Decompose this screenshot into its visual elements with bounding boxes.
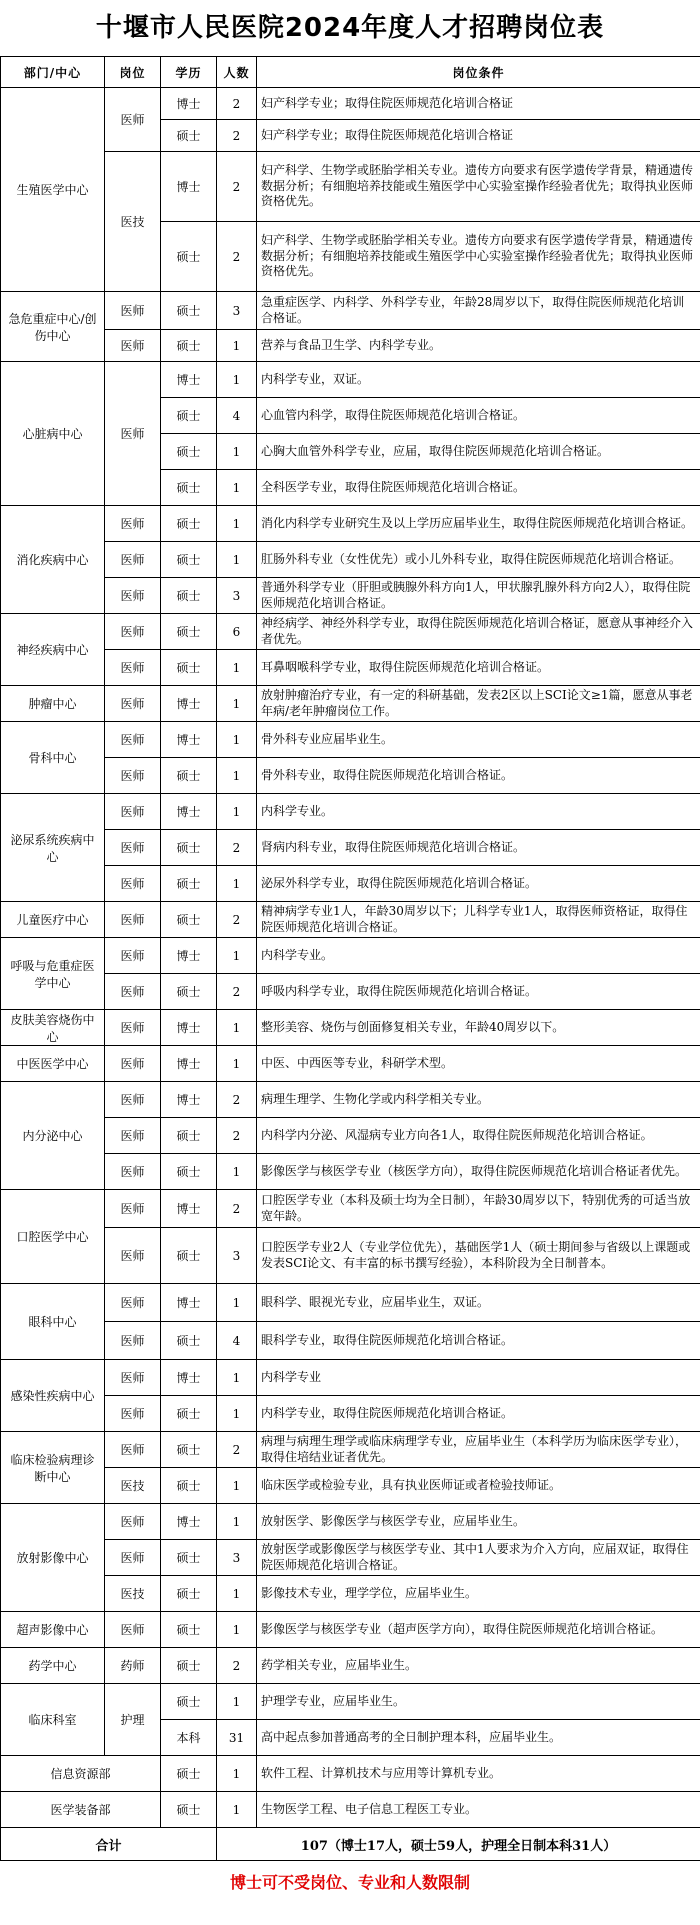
dept-cell: 皮肤美容烧伤中心: [1, 1010, 105, 1046]
education-cell: 硕士: [161, 1228, 217, 1284]
table-row: [1, 1228, 700, 1284]
conditions-cell: 护理学专业，应届毕业生。: [257, 1684, 700, 1720]
conditions-cell: 临床医学或检验专业，具有执业医师证或者检验技师证。: [257, 1468, 700, 1504]
dept-cell: 内分泌中心: [1, 1082, 105, 1190]
conditions-cell: 急重症医学、内科学、外科学专业，年龄28周岁以下，取得住院医师规范化培训合格证。: [257, 292, 700, 330]
education-cell: 博士: [161, 794, 217, 830]
count-cell: 2: [217, 902, 257, 938]
table-row: [1, 1190, 700, 1228]
table-row: [1, 650, 700, 686]
post-cell: 医师: [105, 1396, 161, 1432]
page-title: 十堰市人民医院2024年度人才招聘岗位表: [95, 13, 605, 43]
count-cell: 3: [217, 578, 257, 614]
conditions-cell: 内科学内分泌、风湿病专业方向各1人，取得住院医师规范化培训合格证。: [257, 1118, 700, 1154]
education-cell: 硕士: [161, 1792, 217, 1828]
conditions-cell: 整形美容、烧伤与创面修复相关专业，年龄40周岁以下。: [257, 1010, 700, 1046]
education-cell: 博士: [161, 152, 217, 222]
header-education: 学历: [161, 57, 217, 88]
conditions-cell: 生物医学工程、电子信息工程医工专业。: [257, 1792, 700, 1828]
education-cell: 硕士: [161, 506, 217, 542]
education-cell: 博士: [161, 1504, 217, 1540]
dept-cell: 超声影像中心: [1, 1612, 105, 1648]
post-cell: 医师: [105, 88, 161, 152]
education-cell: 博士: [161, 1360, 217, 1396]
post-cell: 医师: [105, 1082, 161, 1118]
count-cell: 1: [217, 1576, 257, 1612]
conditions-cell: 消化内科学专业研究生及以上学历应届毕业生，取得住院医师规范化培训合格证。: [257, 506, 700, 542]
education-cell: 博士: [161, 1190, 217, 1228]
table-row: [1, 1648, 700, 1684]
count-cell: 1: [217, 506, 257, 542]
dept-cell: 消化疾病中心: [1, 506, 105, 614]
conditions-cell: 妇产科学、生物学或胚胎学相关专业。遗传方向要求有医学遗传学背景，精通遗传数据分析；有细胞培养技能或生殖医学中心实验室操作经验者优先；取得执业医师资格优先。: [257, 152, 700, 222]
post-cell: 医师: [105, 1118, 161, 1154]
dept-cell: 呼吸与危重症医学中心: [1, 938, 105, 1010]
table-row: [1, 1756, 700, 1792]
conditions-cell: 眼科学专业，取得住院医师规范化培训合格证。: [257, 1322, 700, 1360]
education-cell: 硕士: [161, 1396, 217, 1432]
count-cell: 2: [217, 88, 257, 120]
conditions-cell: 耳鼻咽喉科学专业，取得住院医师规范化培训合格证。: [257, 650, 700, 686]
dept-cell: 眼科中心: [1, 1284, 105, 1360]
conditions-cell: 妇产科学、生物学或胚胎学相关专业。遗传方向要求有医学遗传学背景，精通遗传数据分析；有细胞培养技能或生殖医学中心实验室操作经验者优先；取得执业医师资格优先。: [257, 222, 700, 292]
education-cell: 硕士: [161, 1612, 217, 1648]
table-row: [1, 1118, 700, 1154]
count-cell: 31: [217, 1720, 257, 1756]
count-cell: 1: [217, 650, 257, 686]
conditions-cell: 病理与病理生理学或临床病理学专业，应届毕业生（本科学历为临床医学专业），取得住培结业证者优先。: [257, 1432, 700, 1468]
conditions-cell: 内科学专业，取得住院医师规范化培训合格证。: [257, 1396, 700, 1432]
conditions-cell: 内科学专业: [257, 1360, 700, 1396]
header-post: 岗位: [105, 57, 161, 88]
post-cell: 医师: [105, 1046, 161, 1082]
post-cell: 医师: [105, 542, 161, 578]
post-cell: 药师: [105, 1648, 161, 1684]
table-row: [1, 614, 700, 650]
count-cell: 1: [217, 1284, 257, 1322]
education-cell: 硕士: [161, 830, 217, 866]
dept-cell: 医学装备部: [1, 1792, 161, 1828]
table-row: [1, 292, 700, 330]
conditions-cell: 眼科学、眼视光专业，应届毕业生，双证。: [257, 1284, 700, 1322]
education-cell: 博士: [161, 686, 217, 722]
conditions-cell: 泌尿外科学专业，取得住院医师规范化培训合格证。: [257, 866, 700, 902]
count-cell: 4: [217, 398, 257, 434]
conditions-cell: 放射肿瘤治疗专业，有一定的科研基础，发表2区以上SCI论文≥1篇，愿意从事老年病/老年肿瘤岗位工作。: [257, 686, 700, 722]
table-row: [1, 1792, 700, 1828]
count-cell: 2: [217, 152, 257, 222]
education-cell: 硕士: [161, 470, 217, 506]
total-row: [1, 1828, 700, 1861]
table-row: [1, 330, 700, 362]
post-cell: 医师: [105, 1432, 161, 1468]
education-cell: 硕士: [161, 330, 217, 362]
note-text: 博士可不受岗位、专业和人数限制: [229, 1873, 470, 1892]
conditions-cell: 口腔医学专业（本科及硕士均为全日制），年龄30周岁以下，特别优秀的可适当放宽年龄。: [257, 1190, 700, 1228]
education-cell: 硕士: [161, 1648, 217, 1684]
conditions-cell: 放射医学或影像医学与核医学专业、其中1人要求为介入方向，应届双证，取得住院医师规范化培训合格证。: [257, 1540, 700, 1576]
post-cell: 医师: [105, 1190, 161, 1228]
table-row: [1, 722, 700, 758]
education-cell: 硕士: [161, 542, 217, 578]
conditions-cell: 骨外科专业应届毕业生。: [257, 722, 700, 758]
count-cell: 1: [217, 1684, 257, 1720]
dept-cell: 心脏病中心: [1, 362, 105, 506]
conditions-cell: 药学相关专业，应届毕业生。: [257, 1648, 700, 1684]
count-cell: 1: [217, 542, 257, 578]
table-row: [1, 866, 700, 902]
table-row: [1, 1010, 700, 1046]
table-row: [1, 758, 700, 794]
education-cell: 硕士: [161, 902, 217, 938]
education-cell: 硕士: [161, 758, 217, 794]
table-row: [1, 1432, 700, 1468]
conditions-cell: 肛肠外科专业（女性优先）或小儿外科专业，取得住院医师规范化培训合格证。: [257, 542, 700, 578]
table-row: [1, 1684, 700, 1720]
total-label: 合计: [1, 1828, 217, 1861]
conditions-cell: 影像医学与核医学专业（核医学方向），取得住院医师规范化培训合格证者优先。: [257, 1154, 700, 1190]
post-cell: 医师: [105, 974, 161, 1010]
table-row: [1, 1468, 700, 1504]
post-cell: 医师: [105, 650, 161, 686]
post-cell: 医师: [105, 722, 161, 758]
table-row: [1, 1322, 700, 1360]
dept-cell: 临床检验病理诊断中心: [1, 1432, 105, 1504]
conditions-cell: 内科学专业。: [257, 938, 700, 974]
table-row: [1, 1154, 700, 1190]
post-cell: 医师: [105, 1504, 161, 1540]
table-header-row: [1, 57, 700, 88]
count-cell: 1: [217, 1612, 257, 1648]
conditions-cell: 放射医学、影像医学与核医学专业，应届毕业生。: [257, 1504, 700, 1540]
count-cell: 2: [217, 830, 257, 866]
count-cell: 1: [217, 362, 257, 398]
count-cell: 1: [217, 1504, 257, 1540]
table-row: [1, 1360, 700, 1396]
education-cell: 硕士: [161, 614, 217, 650]
table-row: [1, 1540, 700, 1576]
dept-cell: 信息资源部: [1, 1756, 161, 1792]
table-row: [1, 938, 700, 974]
table-row: [1, 88, 700, 120]
education-cell: 硕士: [161, 1576, 217, 1612]
education-cell: 博士: [161, 722, 217, 758]
post-cell: 医师: [105, 902, 161, 938]
header-dept: 部门/中心: [1, 57, 105, 88]
conditions-cell: 中医、中西医等专业，科研学术型。: [257, 1046, 700, 1082]
dept-cell: 中医医学中心: [1, 1046, 105, 1082]
count-cell: 1: [217, 722, 257, 758]
conditions-cell: 影像技术专业，理学学位，应届毕业生。: [257, 1576, 700, 1612]
table-row: [1, 1612, 700, 1648]
education-cell: 硕士: [161, 434, 217, 470]
table-row: [1, 1284, 700, 1322]
table-row: [1, 1396, 700, 1432]
post-cell: 医师: [105, 686, 161, 722]
post-cell: 医师: [105, 292, 161, 330]
total-value: 107（博士17人，硕士59人，护理全日制本科31人）: [217, 1828, 700, 1861]
post-cell: 医师: [105, 794, 161, 830]
count-cell: 2: [217, 1082, 257, 1118]
education-cell: 硕士: [161, 974, 217, 1010]
post-cell: 医技: [105, 1468, 161, 1504]
conditions-cell: 营养与食品卫生学、内科学专业。: [257, 330, 700, 362]
count-cell: 1: [217, 1154, 257, 1190]
dept-cell: 泌尿系统疾病中心: [1, 794, 105, 902]
post-cell: 医师: [105, 938, 161, 974]
post-cell: 医师: [105, 1154, 161, 1190]
table-body: [1, 88, 700, 1828]
dept-cell: 生殖医学中心: [1, 88, 105, 292]
count-cell: 3: [217, 292, 257, 330]
education-cell: 硕士: [161, 1684, 217, 1720]
conditions-cell: 肾病内科专业，取得住院医师规范化培训合格证。: [257, 830, 700, 866]
conditions-cell: 内科学专业，双证。: [257, 362, 700, 398]
post-cell: 医师: [105, 578, 161, 614]
count-cell: 2: [217, 1432, 257, 1468]
conditions-cell: 呼吸内科学专业，取得住院医师规范化培训合格证。: [257, 974, 700, 1010]
education-cell: 硕士: [161, 1540, 217, 1576]
count-cell: 4: [217, 1322, 257, 1360]
post-cell: 医师: [105, 614, 161, 650]
conditions-cell: 影像医学与核医学专业（超声医学方向），取得住院医师规范化培训合格证。: [257, 1612, 700, 1648]
conditions-cell: 软件工程、计算机技术与应用等计算机专业。: [257, 1756, 700, 1792]
education-cell: 博士: [161, 1010, 217, 1046]
table-row: [1, 686, 700, 722]
dept-cell: 急危重症中心/创伤中心: [1, 292, 105, 362]
dept-cell: 口腔医学中心: [1, 1190, 105, 1284]
table-row: [1, 362, 700, 398]
conditions-cell: 骨外科专业，取得住院医师规范化培训合格证。: [257, 758, 700, 794]
count-cell: 2: [217, 1190, 257, 1228]
post-cell: 医技: [105, 152, 161, 292]
count-cell: 1: [217, 1046, 257, 1082]
dept-cell: 临床科室: [1, 1684, 105, 1756]
dept-cell: 儿童医疗中心: [1, 902, 105, 938]
education-cell: 博士: [161, 1082, 217, 1118]
count-cell: 1: [217, 470, 257, 506]
post-cell: 医师: [105, 1010, 161, 1046]
count-cell: 1: [217, 866, 257, 902]
post-cell: 医师: [105, 866, 161, 902]
education-cell: 博士: [161, 1046, 217, 1082]
conditions-cell: 口腔医学专业2人（专业学位优先），基础医学1人（硕士期间参与省级以上课题或发表SCI论文、有丰富的标书撰写经验），本科阶段为全日制普本。: [257, 1228, 700, 1284]
conditions-cell: 妇产科学专业；取得住院医师规范化培训合格证: [257, 120, 700, 152]
dept-cell: 药学中心: [1, 1648, 105, 1684]
post-cell: 医师: [105, 330, 161, 362]
count-cell: 6: [217, 614, 257, 650]
dept-cell: 肿瘤中心: [1, 686, 105, 722]
count-cell: 1: [217, 1360, 257, 1396]
education-cell: 硕士: [161, 1322, 217, 1360]
table-row: [1, 974, 700, 1010]
post-cell: 医师: [105, 362, 161, 506]
education-cell: 硕士: [161, 222, 217, 292]
count-cell: 3: [217, 1228, 257, 1284]
table-row: [1, 1046, 700, 1082]
count-cell: 1: [217, 1396, 257, 1432]
education-cell: 硕士: [161, 1154, 217, 1190]
table-row: [1, 1576, 700, 1612]
conditions-cell: 神经病学、神经外科学专业，取得住院医师规范化培训合格证，愿意从事神经介入者优先。: [257, 614, 700, 650]
post-cell: 护理: [105, 1684, 161, 1756]
count-cell: 1: [217, 1756, 257, 1792]
header-conditions: 岗位条件: [257, 57, 700, 88]
dept-cell: 骨科中心: [1, 722, 105, 794]
education-cell: 硕士: [161, 578, 217, 614]
education-cell: 硕士: [161, 1468, 217, 1504]
education-cell: 博士: [161, 1284, 217, 1322]
post-cell: 医师: [105, 1540, 161, 1576]
table-row: [1, 1504, 700, 1540]
count-cell: 1: [217, 686, 257, 722]
education-cell: 博士: [161, 362, 217, 398]
conditions-cell: 精神病学专业1人，年龄30周岁以下；儿科学专业1人，取得医师资格证，取得住院医师规范化培训合格证。: [257, 902, 700, 938]
education-cell: 硕士: [161, 292, 217, 330]
count-cell: 2: [217, 120, 257, 152]
conditions-cell: 内科学专业。: [257, 794, 700, 830]
education-cell: 硕士: [161, 650, 217, 686]
dept-cell: 感染性疾病中心: [1, 1360, 105, 1432]
count-cell: 1: [217, 1792, 257, 1828]
dept-cell: 放射影像中心: [1, 1504, 105, 1612]
count-cell: 1: [217, 758, 257, 794]
education-cell: 硕士: [161, 120, 217, 152]
education-cell: 硕士: [161, 1756, 217, 1792]
table-row: [1, 902, 700, 938]
education-cell: 博士: [161, 88, 217, 120]
post-cell: 医师: [105, 1360, 161, 1396]
post-cell: 医师: [105, 506, 161, 542]
conditions-cell: 病理生理学、生物化学或内科学相关专业。: [257, 1082, 700, 1118]
count-cell: 1: [217, 794, 257, 830]
conditions-cell: 心血管内科学，取得住院医师规范化培训合格证。: [257, 398, 700, 434]
table-row: [1, 578, 700, 614]
post-cell: 医师: [105, 758, 161, 794]
conditions-cell: 全科医学专业，取得住院医师规范化培训合格证。: [257, 470, 700, 506]
table-row: [1, 542, 700, 578]
count-cell: 2: [217, 1118, 257, 1154]
table-row: [1, 152, 700, 222]
count-cell: 2: [217, 1648, 257, 1684]
education-cell: 硕士: [161, 1118, 217, 1154]
conditions-cell: 心胸大血管外科学专业，应届，取得住院医师规范化培训合格证。: [257, 434, 700, 470]
count-cell: 1: [217, 1468, 257, 1504]
count-cell: 1: [217, 938, 257, 974]
conditions-cell: 妇产科学专业；取得住院医师规范化培训合格证: [257, 88, 700, 120]
count-cell: 2: [217, 974, 257, 1010]
post-cell: 医师: [105, 1612, 161, 1648]
recruitment-table: [0, 56, 700, 1861]
count-cell: 2: [217, 222, 257, 292]
education-cell: 博士: [161, 938, 217, 974]
education-cell: 本科: [161, 1720, 217, 1756]
education-cell: 硕士: [161, 398, 217, 434]
dept-cell: 神经疾病中心: [1, 614, 105, 686]
count-cell: 1: [217, 434, 257, 470]
post-cell: 医师: [105, 1284, 161, 1322]
table-row: [1, 830, 700, 866]
count-cell: 1: [217, 330, 257, 362]
post-cell: 医师: [105, 1322, 161, 1360]
education-cell: 硕士: [161, 1432, 217, 1468]
conditions-cell: 普通外科学专业（肝胆或胰腺外科方向1人，甲状腺乳腺外科方向2人），取得住院医师规范化培训合格证。: [257, 578, 700, 614]
post-cell: 医师: [105, 830, 161, 866]
count-cell: 3: [217, 1540, 257, 1576]
education-cell: 硕士: [161, 866, 217, 902]
post-cell: 医师: [105, 1228, 161, 1284]
header-count: 人数: [217, 57, 257, 88]
table-row: [1, 1082, 700, 1118]
count-cell: 1: [217, 1010, 257, 1046]
table-row: [1, 794, 700, 830]
table-row: [1, 506, 700, 542]
conditions-cell: 高中起点参加普通高考的全日制护理本科，应届毕业生。: [257, 1720, 700, 1756]
post-cell: 医技: [105, 1576, 161, 1612]
